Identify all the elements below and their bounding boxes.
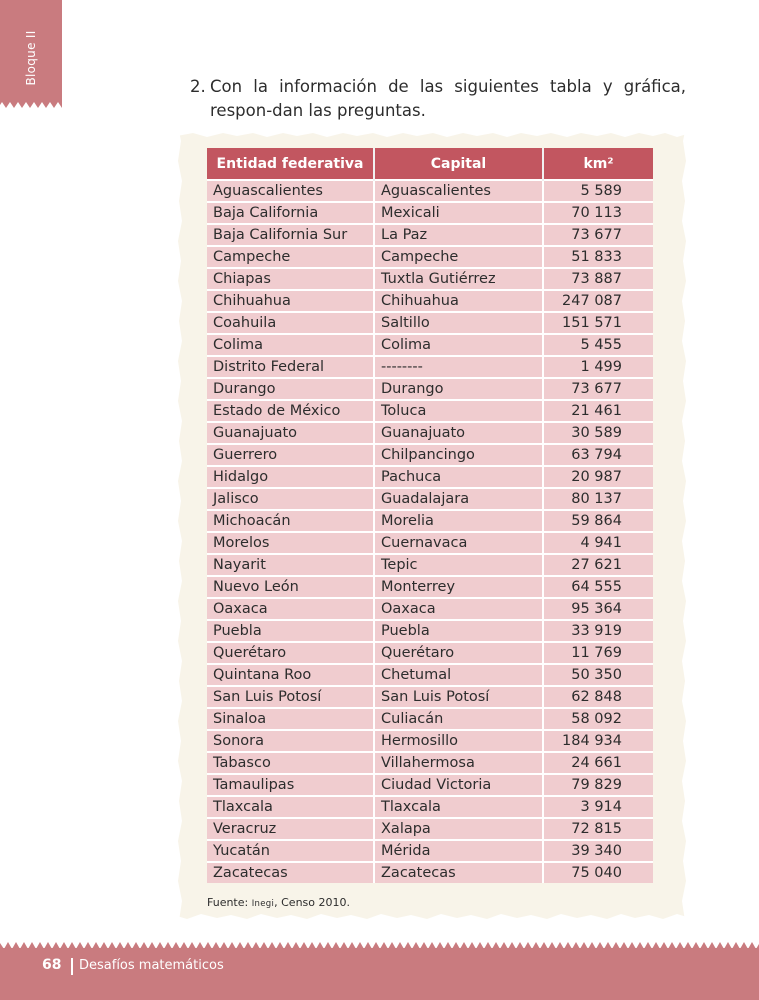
- cell-capital: Pachuca: [374, 466, 543, 488]
- cell-capital: Saltillo: [374, 312, 543, 334]
- cell-entidad: Guanajuato: [207, 422, 374, 444]
- source-suffix: , Censo 2010.: [274, 896, 350, 909]
- table-row: [207, 840, 653, 862]
- footer-bar: [0, 948, 759, 1000]
- cell-area-km2: 184 934: [543, 730, 653, 752]
- table-row: [207, 378, 653, 400]
- cell-area-km2: 73 677: [543, 378, 653, 400]
- cell-capital: Ciudad Victoria: [374, 774, 543, 796]
- cell-area-km2: 70 113: [543, 202, 653, 224]
- table-row: [207, 180, 653, 202]
- cell-area-km2: 247 087: [543, 290, 653, 312]
- column-header: Capital: [374, 148, 543, 180]
- cell-area-km2: 3 914: [543, 796, 653, 818]
- cell-entidad: Nayarit: [207, 554, 374, 576]
- cell-capital: Chilpancingo: [374, 444, 543, 466]
- cell-entidad: Campeche: [207, 246, 374, 268]
- cell-entidad: Aguascalientes: [207, 180, 374, 202]
- page-number: 68: [42, 957, 62, 973]
- footer-separator: [71, 958, 73, 975]
- table-row: [207, 334, 653, 356]
- cell-entidad: Puebla: [207, 620, 374, 642]
- cell-capital: Campeche: [374, 246, 543, 268]
- table-body: [207, 180, 653, 883]
- cell-entidad: Quintana Roo: [207, 664, 374, 686]
- cell-capital: Toluca: [374, 400, 543, 422]
- cell-capital: Chihuahua: [374, 290, 543, 312]
- table-row: [207, 444, 653, 466]
- cell-capital: Xalapa: [374, 818, 543, 840]
- cell-capital: Colima: [374, 334, 543, 356]
- source-prefix: Fuente:: [207, 896, 252, 909]
- book-title: Desafíos matemáticos: [79, 958, 224, 973]
- cell-entidad: Oaxaca: [207, 598, 374, 620]
- source-org: Inegi: [251, 899, 275, 909]
- side-tab-label: Bloque II: [24, 30, 38, 86]
- cell-capital: Villahermosa: [374, 752, 543, 774]
- cell-capital: San Luis Potosí: [374, 686, 543, 708]
- cell-entidad: Coahuila: [207, 312, 374, 334]
- table-row: [207, 202, 653, 224]
- cell-area-km2: 73 677: [543, 224, 653, 246]
- table-row: [207, 752, 653, 774]
- cell-area-km2: 95 364: [543, 598, 653, 620]
- cell-area-km2: 11 769: [543, 642, 653, 664]
- cell-area-km2: 1 499: [543, 356, 653, 378]
- cell-capital: Chetumal: [374, 664, 543, 686]
- table-row: [207, 290, 653, 312]
- cell-entidad: Durango: [207, 378, 374, 400]
- table-row: [207, 730, 653, 752]
- table-row: [207, 598, 653, 620]
- table-row: [207, 774, 653, 796]
- table-row: [207, 642, 653, 664]
- cell-area-km2: 50 350: [543, 664, 653, 686]
- cell-entidad: Querétaro: [207, 642, 374, 664]
- table-row: [207, 268, 653, 290]
- table-row: [207, 510, 653, 532]
- side-tab: [0, 0, 62, 100]
- table-row: [207, 224, 653, 246]
- cell-entidad: Veracruz: [207, 818, 374, 840]
- table-row: [207, 356, 653, 378]
- cell-area-km2: 27 621: [543, 554, 653, 576]
- table-row: [207, 312, 653, 334]
- cell-area-km2: 73 887: [543, 268, 653, 290]
- cell-capital: --------: [374, 356, 543, 378]
- cell-area-km2: 21 461: [543, 400, 653, 422]
- cell-capital: Culiacán: [374, 708, 543, 730]
- cell-capital: Morelia: [374, 510, 543, 532]
- cell-capital: Tepic: [374, 554, 543, 576]
- cell-area-km2: 39 340: [543, 840, 653, 862]
- cell-entidad: Morelos: [207, 532, 374, 554]
- cell-area-km2: 24 661: [543, 752, 653, 774]
- cell-capital: Cuernavaca: [374, 532, 543, 554]
- table-row: [207, 576, 653, 598]
- cell-entidad: Colima: [207, 334, 374, 356]
- cell-capital: Querétaro: [374, 642, 543, 664]
- cell-capital: Durango: [374, 378, 543, 400]
- cell-entidad: Nuevo León: [207, 576, 374, 598]
- cell-area-km2: 59 864: [543, 510, 653, 532]
- cell-area-km2: 5 589: [543, 180, 653, 202]
- cell-capital: Zacatecas: [374, 862, 543, 883]
- cell-area-km2: 64 555: [543, 576, 653, 598]
- cell-entidad: Tabasco: [207, 752, 374, 774]
- states-table: [207, 148, 653, 883]
- table-row: [207, 488, 653, 510]
- cell-capital: Tlaxcala: [374, 796, 543, 818]
- table-row: [207, 400, 653, 422]
- cell-capital: Monterrey: [374, 576, 543, 598]
- cell-entidad: Distrito Federal: [207, 356, 374, 378]
- cell-capital: Guanajuato: [374, 422, 543, 444]
- cell-area-km2: 33 919: [543, 620, 653, 642]
- cell-capital: La Paz: [374, 224, 543, 246]
- table-row: [207, 246, 653, 268]
- table-row: [207, 466, 653, 488]
- table-row: [207, 708, 653, 730]
- cell-capital: Aguascalientes: [374, 180, 543, 202]
- table-row: [207, 422, 653, 444]
- table-header-row: [207, 148, 653, 180]
- cell-area-km2: 4 941: [543, 532, 653, 554]
- cell-capital: Mérida: [374, 840, 543, 862]
- cell-entidad: Baja California Sur: [207, 224, 374, 246]
- cell-entidad: San Luis Potosí: [207, 686, 374, 708]
- table-row: [207, 796, 653, 818]
- cell-area-km2: 62 848: [543, 686, 653, 708]
- table-row: [207, 818, 653, 840]
- instruction: [190, 75, 686, 123]
- cell-capital: Hermosillo: [374, 730, 543, 752]
- column-header: Entidad federativa: [207, 148, 374, 180]
- column-header: km²: [543, 148, 653, 180]
- cell-entidad: Baja California: [207, 202, 374, 224]
- cell-entidad: Estado de México: [207, 400, 374, 422]
- table-row: [207, 532, 653, 554]
- side-tab-zigzag-edge: [0, 100, 62, 110]
- cell-entidad: Yucatán: [207, 840, 374, 862]
- cell-entidad: Hidalgo: [207, 466, 374, 488]
- cell-entidad: Chihuahua: [207, 290, 374, 312]
- cell-area-km2: 51 833: [543, 246, 653, 268]
- cell-entidad: Tlaxcala: [207, 796, 374, 818]
- cell-entidad: Michoacán: [207, 510, 374, 532]
- cell-area-km2: 5 455: [543, 334, 653, 356]
- cell-capital: Tuxtla Gutiérrez: [374, 268, 543, 290]
- cell-capital: Oaxaca: [374, 598, 543, 620]
- cell-entidad: Sonora: [207, 730, 374, 752]
- cell-entidad: Chiapas: [207, 268, 374, 290]
- table-row: [207, 686, 653, 708]
- cell-capital: Guadalajara: [374, 488, 543, 510]
- cell-area-km2: 63 794: [543, 444, 653, 466]
- cell-area-km2: 30 589: [543, 422, 653, 444]
- table-row: [207, 862, 653, 883]
- table-row: [207, 554, 653, 576]
- cell-area-km2: 58 092: [543, 708, 653, 730]
- cell-entidad: Guerrero: [207, 444, 374, 466]
- table-row: [207, 620, 653, 642]
- table-row: [207, 664, 653, 686]
- cell-area-km2: 80 137: [543, 488, 653, 510]
- cell-capital: Puebla: [374, 620, 543, 642]
- cell-capital: Mexicali: [374, 202, 543, 224]
- instruction-text: Con la información de las siguientes tabla y gráfica, respon-dan las preguntas.: [210, 77, 686, 120]
- cell-area-km2: 75 040: [543, 862, 653, 883]
- cell-area-km2: 151 571: [543, 312, 653, 334]
- source-note: [207, 896, 350, 909]
- cell-area-km2: 20 987: [543, 466, 653, 488]
- instruction-number: 2.: [190, 77, 206, 96]
- cell-entidad: Jalisco: [207, 488, 374, 510]
- cell-entidad: Zacatecas: [207, 862, 374, 883]
- cell-entidad: Tamaulipas: [207, 774, 374, 796]
- cell-area-km2: 72 815: [543, 818, 653, 840]
- cell-area-km2: 79 829: [543, 774, 653, 796]
- cell-entidad: Sinaloa: [207, 708, 374, 730]
